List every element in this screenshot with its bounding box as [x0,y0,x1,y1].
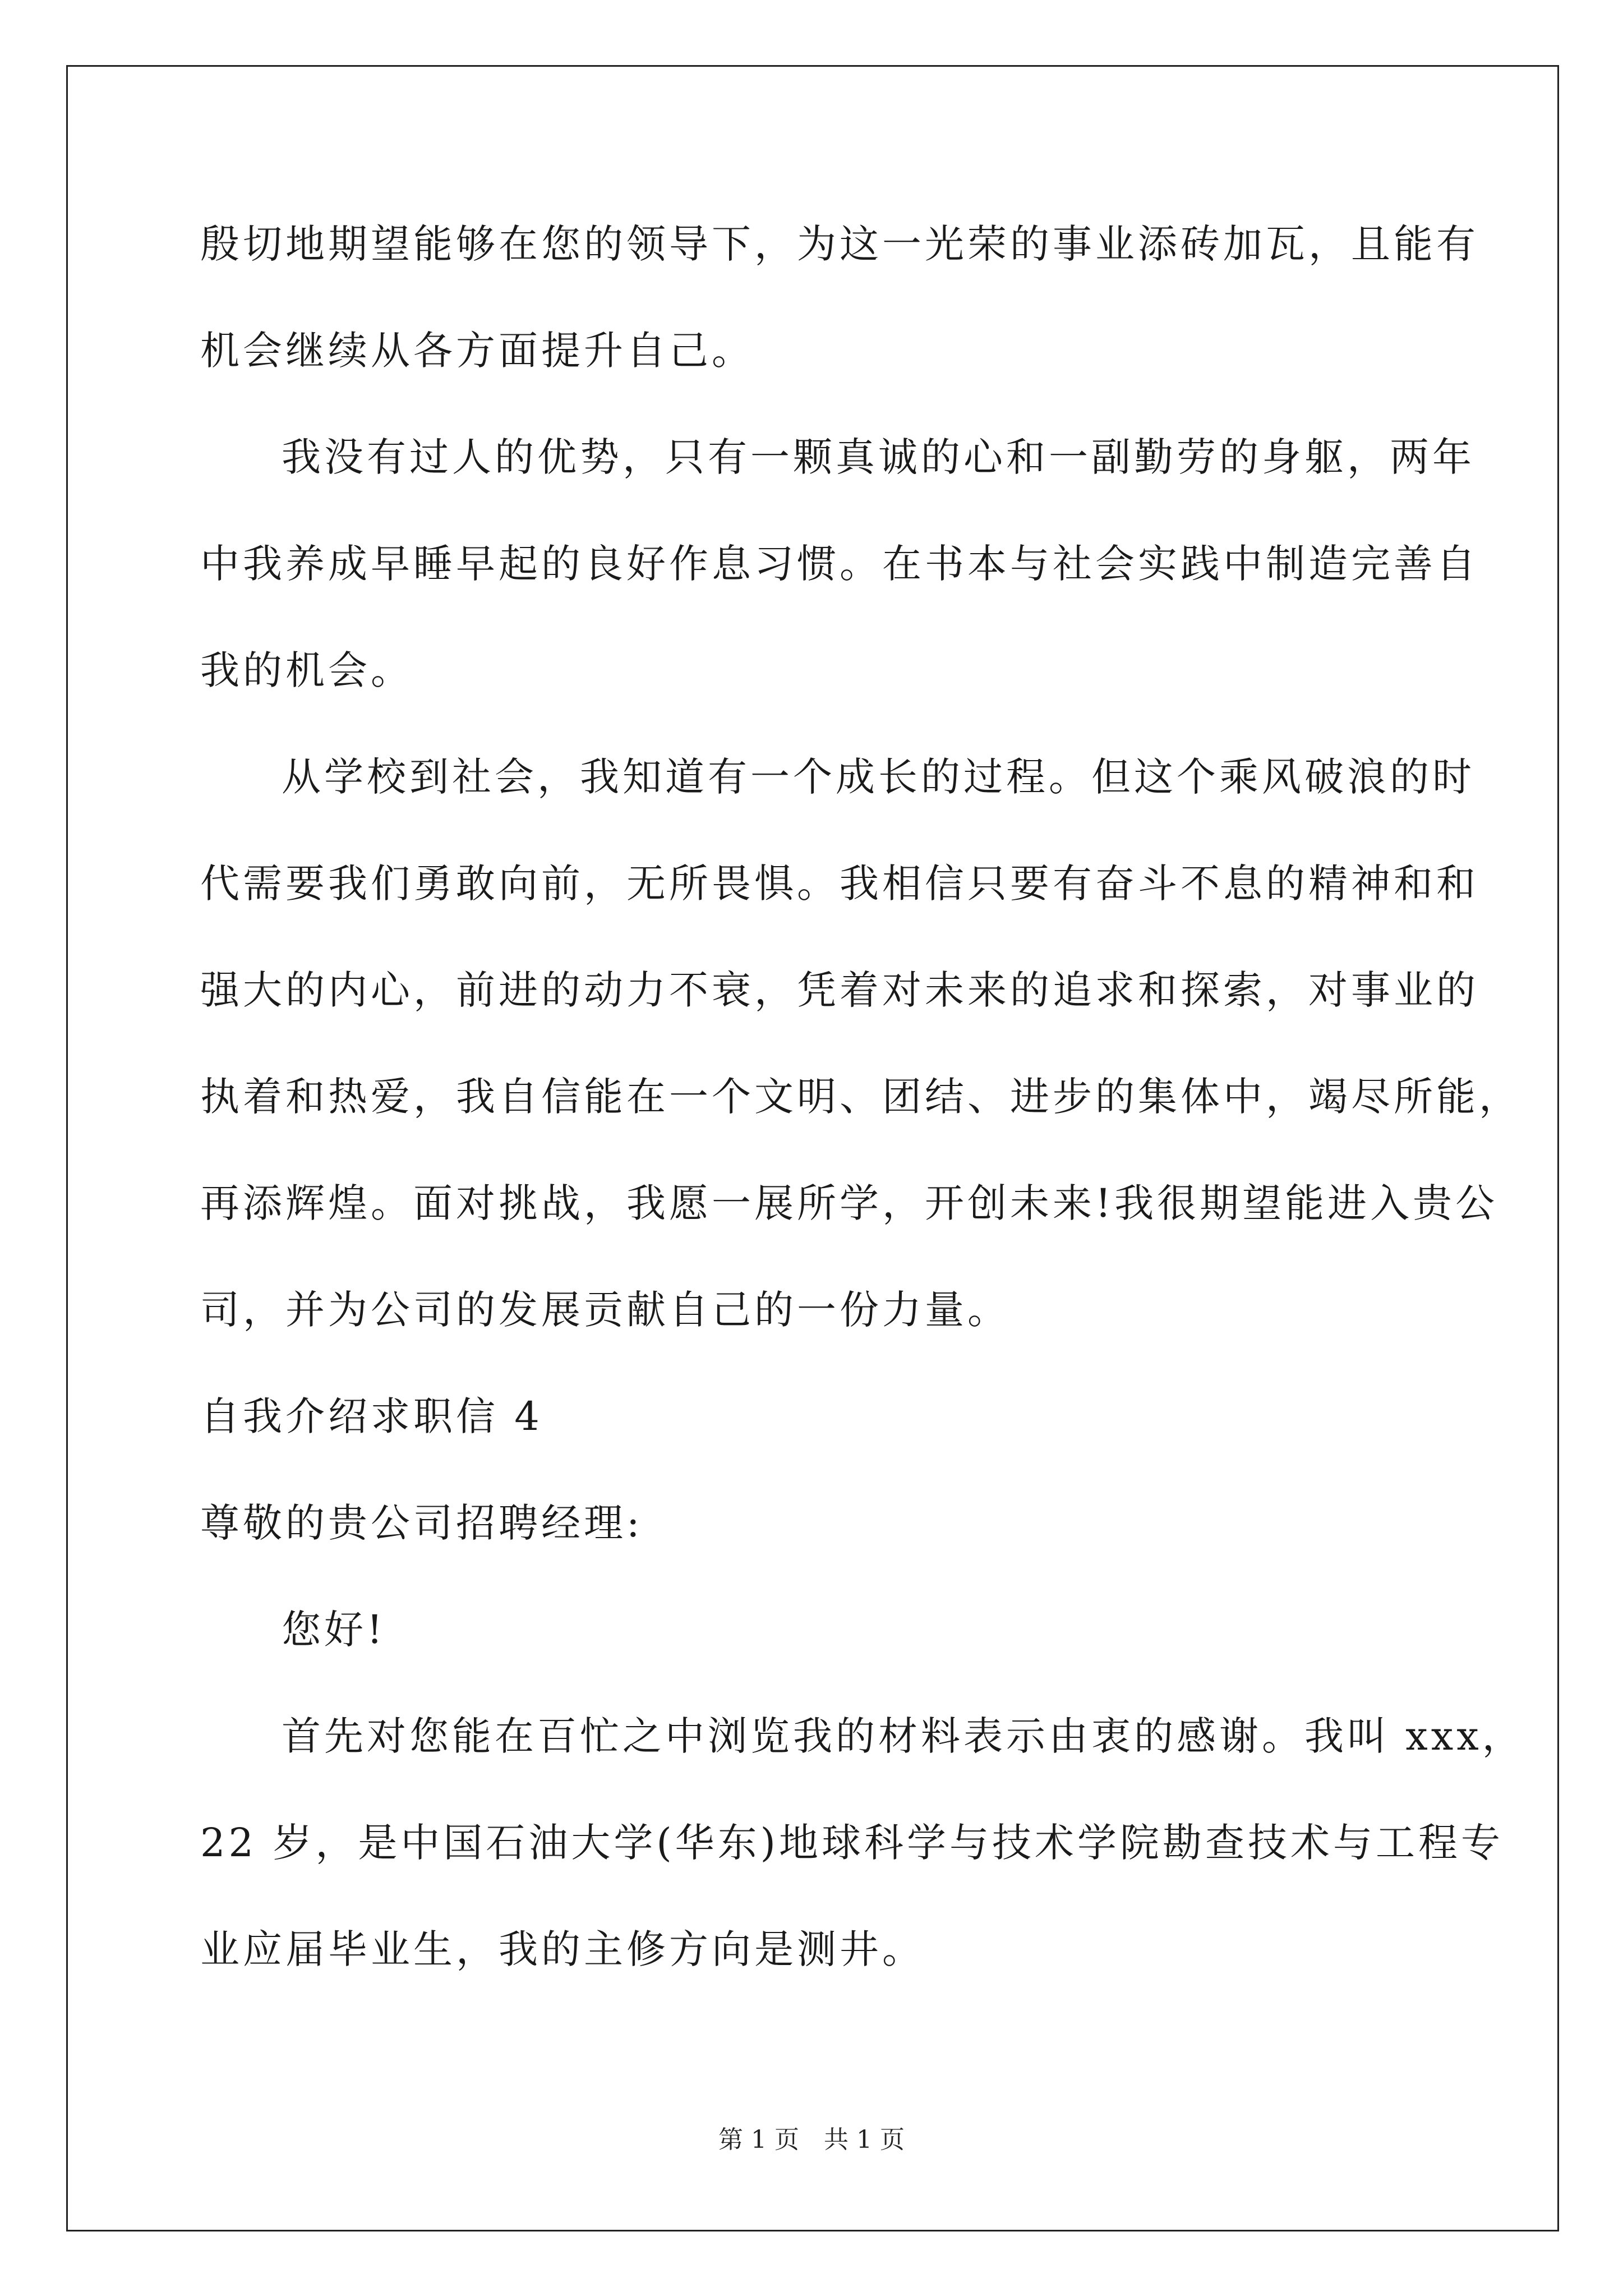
text-line: 22 岁，是中国石油大学(华东)地球科学与技术学院勘查技术与工程专 [200,1820,1504,1866]
greeting: 您好! [282,1607,386,1653]
paragraph-start-line: 首先对您能在百忙之中浏览我的材料表示由衷的感谢。我叫 xxx， [282,1713,1525,1759]
text-line: 机会继续从各方面提升自己。 [200,328,754,374]
page-footer: 第 1 页 共 1 页 [718,2125,905,2154]
text-line: 中我养成早睡早起的良好作息习惯。在书本与社会实践中制造完善自 [200,541,1479,587]
text-line: 业应届毕业生，我的主修方向是测井。 [200,1926,925,1972]
text-line: 代需要我们勇敢向前，无所畏惧。我相信只要有奋斗不息的精神和和 [200,861,1479,907]
text-line: 殷切地期望能够在您的领导下，为这一光荣的事业添砖加瓦，且能有 [200,221,1479,267]
section-heading: 自我介绍求职信 4 [200,1393,543,1439]
salutation: 尊敬的贵公司招聘经理: [200,1500,643,1546]
paragraph-start-line: 从学校到社会，我知道有一个成长的过程。但这个乘风破浪的时 [282,754,1475,800]
text-line: 再添辉煌。面对挑战，我愿一展所学，开创未来!我很期望能进入贵公 [200,1180,1498,1226]
paragraph-start-line: 我没有过人的优势，只有一颗真诚的心和一副勤劳的身躯，两年 [282,434,1475,480]
text-line: 我的机会。 [200,647,413,693]
text-line: 司，并为公司的发展贡献自己的一份力量。 [200,1287,1010,1333]
page-border [66,65,1559,2231]
text-line: 强大的内心，前进的动力不衰，凭着对未来的追求和探索，对事业的 [200,967,1479,1013]
text-line: 执着和热爱，我自信能在一个文明、团结、进步的集体中，竭尽所能， [200,1074,1521,1120]
